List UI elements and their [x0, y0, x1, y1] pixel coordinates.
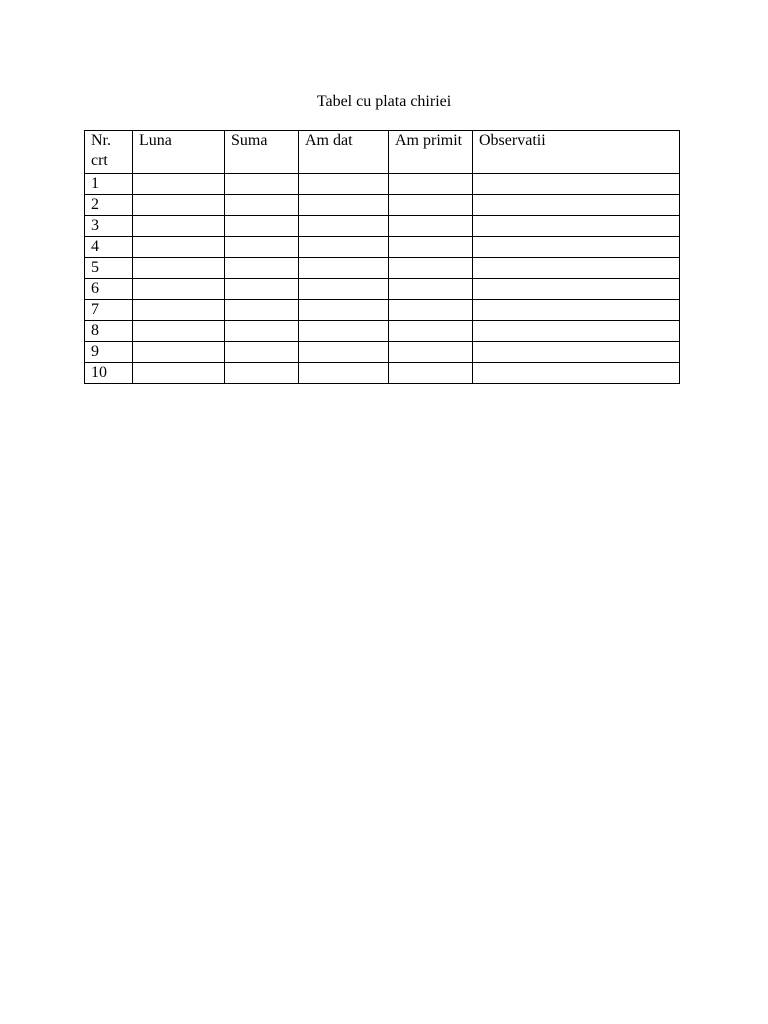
table-row [85, 195, 680, 216]
cell-am-primit [389, 258, 473, 279]
cell-am-dat [299, 321, 389, 342]
table-row [85, 237, 680, 258]
cell-am-primit [389, 363, 473, 384]
cell-observatii [473, 363, 680, 384]
cell-suma [225, 300, 299, 321]
table-row [85, 216, 680, 237]
cell-nr: 3 [85, 216, 133, 237]
cell-observatii [473, 258, 680, 279]
cell-am-dat [299, 258, 389, 279]
cell-luna [133, 363, 225, 384]
page-title: Tabel cu plata chiriei [316, 93, 452, 110]
table-row [85, 321, 680, 342]
table-header-row [85, 131, 680, 174]
cell-luna [133, 174, 225, 195]
cell-am-primit [389, 195, 473, 216]
cell-nr: 9 [85, 342, 133, 363]
cell-am-primit [389, 300, 473, 321]
cell-observatii [473, 195, 680, 216]
cell-am-dat [299, 237, 389, 258]
rent-table [84, 130, 680, 384]
table-row [85, 363, 680, 384]
cell-suma [225, 237, 299, 258]
header-am-primit: Am primit [389, 131, 473, 174]
header-am-dat: Am dat [299, 131, 389, 174]
cell-nr: 4 [85, 237, 133, 258]
cell-suma [225, 216, 299, 237]
cell-suma [225, 279, 299, 300]
cell-observatii [473, 342, 680, 363]
cell-suma [225, 363, 299, 384]
cell-am-dat [299, 195, 389, 216]
header-observatii: Observatii [473, 131, 680, 174]
cell-am-dat [299, 363, 389, 384]
cell-observatii [473, 237, 680, 258]
table-row [85, 279, 680, 300]
cell-suma [225, 174, 299, 195]
cell-luna [133, 237, 225, 258]
cell-nr: 8 [85, 321, 133, 342]
cell-observatii [473, 300, 680, 321]
cell-luna [133, 195, 225, 216]
cell-suma [225, 195, 299, 216]
cell-am-primit [389, 279, 473, 300]
cell-am-dat [299, 279, 389, 300]
cell-am-primit [389, 237, 473, 258]
cell-nr: 2 [85, 195, 133, 216]
cell-nr: 7 [85, 300, 133, 321]
cell-suma [225, 321, 299, 342]
cell-observatii [473, 321, 680, 342]
header-suma: Suma [225, 131, 299, 174]
cell-nr: 10 [85, 363, 133, 384]
table-row [85, 258, 680, 279]
cell-luna [133, 321, 225, 342]
cell-observatii [473, 174, 680, 195]
table-row [85, 300, 680, 321]
cell-am-primit [389, 174, 473, 195]
cell-am-dat [299, 342, 389, 363]
cell-nr: 5 [85, 258, 133, 279]
cell-luna [133, 258, 225, 279]
cell-observatii [473, 279, 680, 300]
cell-nr: 1 [85, 174, 133, 195]
table-row [85, 174, 680, 195]
cell-am-primit [389, 342, 473, 363]
cell-am-dat [299, 216, 389, 237]
cell-am-dat [299, 174, 389, 195]
cell-nr: 6 [85, 279, 133, 300]
cell-am-primit [389, 321, 473, 342]
cell-observatii [473, 216, 680, 237]
cell-luna [133, 279, 225, 300]
cell-luna [133, 216, 225, 237]
cell-suma [225, 342, 299, 363]
header-nr-crt: Nr. crt [85, 131, 133, 174]
table-row [85, 342, 680, 363]
cell-luna [133, 300, 225, 321]
cell-am-primit [389, 216, 473, 237]
cell-am-dat [299, 300, 389, 321]
header-luna: Luna [133, 131, 225, 174]
cell-suma [225, 258, 299, 279]
cell-luna [133, 342, 225, 363]
